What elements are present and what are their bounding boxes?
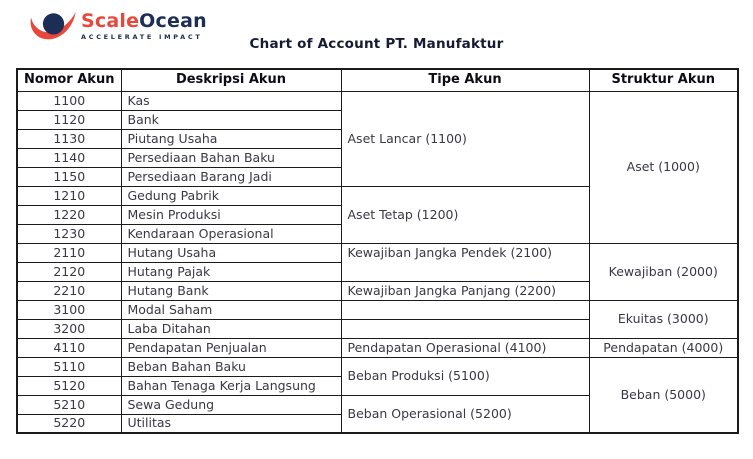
cell-nomor-akun: 5220 [17,414,121,433]
cell-nomor-akun: 5120 [17,376,121,395]
column-header-nomor-akun: Nomor Akun [17,69,121,91]
cell-deskripsi-akun: Utilitas [121,414,341,433]
cell-tipe-akun: Kewajiban Jangka Panjang (2200) [341,281,589,300]
column-header-deskripsi-akun: Deskripsi Akun [121,69,341,91]
cell-deskripsi-akun: Gedung Pabrik [121,186,341,205]
column-header-tipe-akun: Tipe Akun [341,69,589,91]
cell-deskripsi-akun: Persediaan Barang Jadi [121,167,341,186]
cell-tipe-akun: Beban Operasional (5200) [341,395,589,433]
cell-nomor-akun: 1210 [17,186,121,205]
cell-struktur-akun: Kewajiban (2000) [589,243,738,300]
cell-deskripsi-akun: Kendaraan Operasional [121,224,341,243]
cell-struktur-akun: Beban (5000) [589,357,738,433]
cell-deskripsi-akun: Pendapatan Penjualan [121,338,341,357]
cell-deskripsi-akun: Kas [121,91,341,110]
brand-tagline: ACCELERATE IMPACT [81,33,203,41]
page-title: Chart of Account PT. Manufaktur [249,36,504,52]
cell-struktur-akun: Pendapatan (4000) [589,338,738,357]
cell-nomor-akun: 2120 [17,262,121,281]
cell-nomor-akun: 1100 [17,91,121,110]
cell-nomor-akun: 1230 [17,224,121,243]
brand-ocean: Ocean [139,10,207,32]
column-header-struktur-akun: Struktur Akun [589,69,738,91]
cell-tipe-akun: Kewajiban Jangka Pendek (2100) [341,243,589,281]
table-header-row [17,69,738,91]
cell-nomor-akun: 3200 [17,319,121,338]
cell-deskripsi-akun: Beban Bahan Baku [121,357,341,376]
cell-deskripsi-akun: Sewa Gedung [121,395,341,414]
cell-deskripsi-akun: Bahan Tenaga Kerja Langsung [121,376,341,395]
cell-deskripsi-akun: Modal Saham [121,300,341,319]
table-row [17,300,738,319]
cell-deskripsi-akun: Hutang Bank [121,281,341,300]
table-row [17,357,738,376]
table-row [17,338,738,357]
cell-deskripsi-akun: Laba Ditahan [121,319,341,338]
brand-name [81,11,207,31]
cell-tipe-akun: Aset Tetap (1200) [341,186,589,243]
cell-nomor-akun: 5210 [17,395,121,414]
coa-table-body [17,91,738,433]
cell-tipe-akun: Aset Lancar (1100) [341,91,589,186]
cell-deskripsi-akun: Persediaan Bahan Baku [121,148,341,167]
cell-nomor-akun: 1140 [17,148,121,167]
cell-nomor-akun: 4110 [17,338,121,357]
cell-nomor-akun: 1150 [17,167,121,186]
cell-nomor-akun: 1130 [17,129,121,148]
table-row [17,91,738,110]
cell-tipe-akun: Pendapatan Operasional (4100) [341,338,589,357]
table-row [17,243,738,262]
cell-tipe-akun [341,319,589,338]
cell-nomor-akun: 1220 [17,205,121,224]
cell-nomor-akun: 2110 [17,243,121,262]
cell-nomor-akun: 1120 [17,110,121,129]
cell-deskripsi-akun: Hutang Pajak [121,262,341,281]
brand-scale: Scale [81,10,140,32]
cell-tipe-akun [341,300,589,319]
cell-struktur-akun: Aset (1000) [589,91,738,243]
chart-of-accounts-table [16,68,739,434]
cell-deskripsi-akun: Piutang Usaha [121,129,341,148]
cell-deskripsi-akun: Bank [121,110,341,129]
cell-deskripsi-akun: Mesin Produksi [121,205,341,224]
cell-deskripsi-akun: Hutang Usaha [121,243,341,262]
cell-tipe-akun: Beban Produksi (5100) [341,357,589,395]
cell-nomor-akun: 2210 [17,281,121,300]
cell-nomor-akun: 3100 [17,300,121,319]
cell-struktur-akun: Ekuitas (3000) [589,300,738,338]
cell-nomor-akun: 5110 [17,357,121,376]
